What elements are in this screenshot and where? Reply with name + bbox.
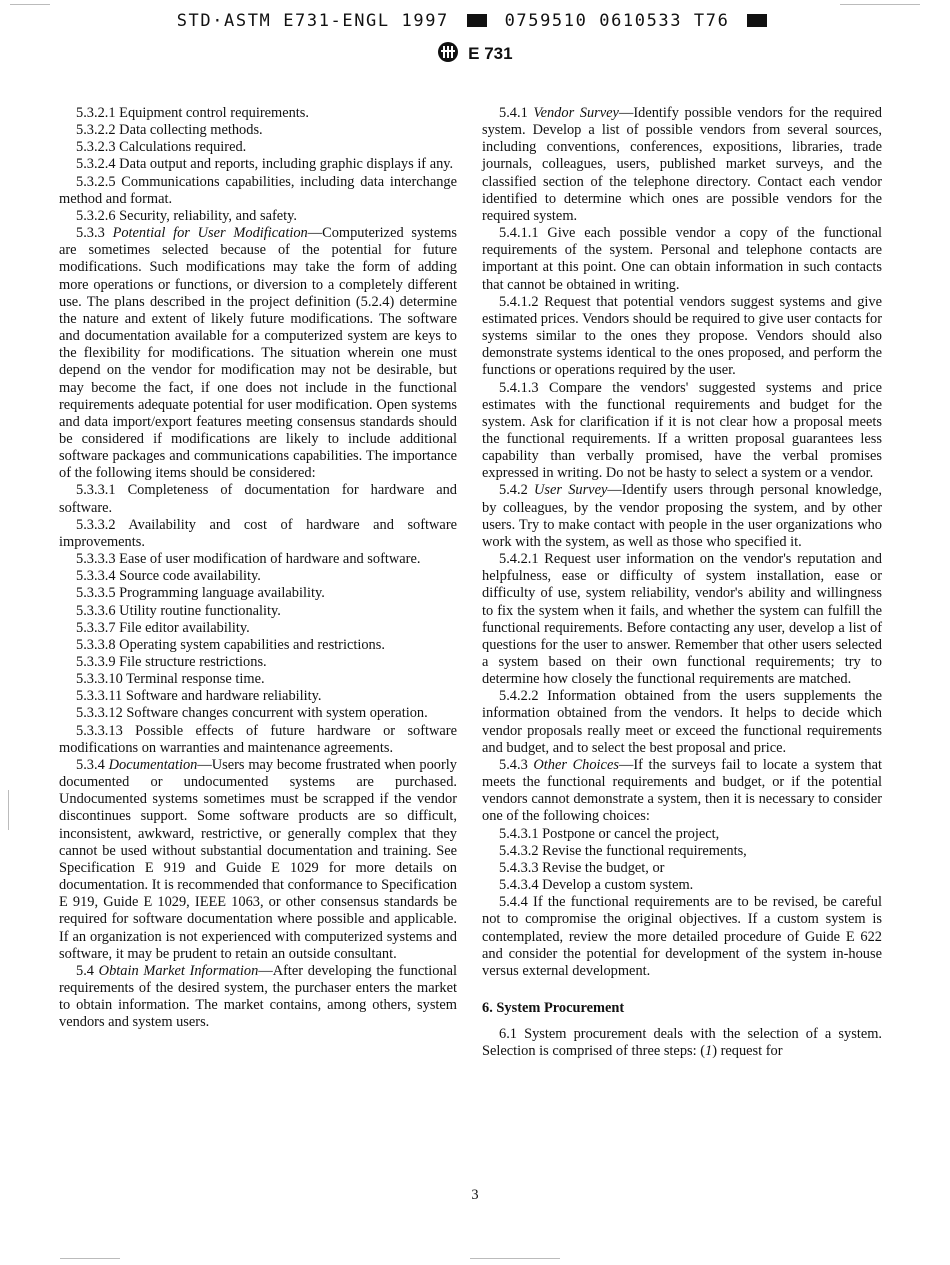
paragraph — [59, 705, 457, 722]
paragraph — [482, 877, 882, 894]
paragraph-lead: 5.3.3.10 Terminal response time. — [76, 671, 265, 688]
astm-logo-icon — [437, 41, 459, 63]
designation-number: E 731 — [468, 44, 513, 63]
scan-mark — [10, 4, 50, 5]
astm-designation — [0, 41, 950, 64]
paragraph — [59, 723, 457, 757]
paragraph-title: User Survey — [534, 482, 608, 499]
paragraph — [482, 482, 882, 551]
scan-mark — [8, 790, 9, 830]
paragraph-lead: 5.4.1.2 Request that potential vendors suggest systems and give estimated prices. Vendors should be required to give user contacts for systems similar to the ones they propose. Vendors should also demonstrate systems identical to the ones proposed, and perform the functions or operations required by the user. — [482, 293, 882, 379]
paragraph — [59, 105, 457, 122]
paragraph-lead: 5.3.3.8 Operating system capabilities and restrictions. — [76, 636, 385, 653]
paragraph — [59, 482, 457, 516]
paragraph-lead: 5.3.3.6 Utility routine functionality. — [76, 602, 281, 619]
paragraph-lead: 5.3.3.3 Ease of user modification of hardware and software. — [76, 551, 421, 568]
paragraph-lead: 5.4.4 If the functional requirements are to be revised, be careful not to compromise the original objectives. If a custom system is contemplated, review the more detailed procedure of Guide E 622 and consider the potential for development of the system in-house versus external development. — [482, 894, 882, 979]
scan-mark — [470, 1258, 560, 1259]
paragraph-lead: 5.3.3.13 Possible effects of future hardware or software modifications on warranties and maintenance agreements. — [59, 722, 457, 756]
left-column — [59, 105, 457, 1031]
paragraph-lead: 5.4.3.1 Postpone or cancel the project, — [499, 825, 720, 842]
paragraph-title: Vendor Survey — [533, 105, 619, 121]
paragraph — [59, 156, 457, 173]
paragraph — [59, 963, 457, 1032]
paragraph-title: Potential for User Modification — [112, 225, 308, 242]
paragraph-lead: 5.4.2 — [499, 482, 534, 499]
paragraph-lead: 5.4.2.1 Request user information on the vendor's reputation and helpfulness, ease or difficulty of system installation, ease or difficulty of use, system reliability, vendor's ability and willingness to fix the system when it fails, and whether the system can fulfill the functional requirements. Before contacting any user, develop a list of questions for the user to answer. Remember that other users selected a system based on their own functional requirements; try to determine how closely the functional requirements are matched. — [482, 551, 882, 688]
paragraph — [59, 568, 457, 585]
paragraph — [59, 225, 457, 482]
paragraph — [59, 122, 457, 139]
paragraph-lead: 5.3.3.11 Software and hardware reliability. — [76, 688, 322, 705]
paragraph — [482, 105, 882, 225]
paragraph-lead: 5.3.3.2 Availability and cost of hardware and software improvements. — [59, 516, 457, 550]
paragraph — [482, 826, 882, 843]
paragraph — [482, 860, 882, 877]
paragraph-lead: 5.3.3 — [76, 225, 113, 242]
list-numeral: 1 — [705, 1043, 713, 1060]
header-codes: 0759510 0610533 T76 — [504, 11, 730, 31]
paragraph-text: —After developing the functional requirements of the desired system, the purchaser enters the market to obtain information. The market contains, among others, system vendors and system users. — [59, 962, 457, 1031]
paragraph-lead: 5.4.1.3 Compare the vendors' suggested systems and price estimates with the functional requirements and budget for the system. Ask for clarification if it is not clear how a proposal meets the functional requirements. If a written proposal guarantees less capability than verbally promised, have the verbal promises expressed in writing. Do not be hasty to select a system or a vendor. — [482, 379, 882, 482]
document-header-line — [0, 11, 950, 31]
scan-mark — [60, 1258, 120, 1259]
paragraph-lead: 5.3.3.9 File structure restrictions. — [76, 654, 267, 670]
paragraph-text: 6.1 System procurement deals with the selection of a system. Selection is comprised of three steps: ( — [482, 1026, 882, 1060]
paragraph-lead: 5.3.3.1 Completeness of documentation for hardware and software. — [59, 482, 457, 516]
standard-id: STD·ASTM E731-ENGL 1997 — [176, 11, 449, 31]
paragraph-lead: 5.3.4 — [76, 756, 109, 773]
paragraph-text: —Identify users through personal knowledge, by colleagues, by the vendor proposing the system, and by other users. Try to make contact with people in the user organizations who work with the system, as well as those who specified it. — [482, 482, 882, 550]
paragraph — [59, 208, 457, 225]
paragraph — [59, 139, 457, 156]
paragraph — [59, 688, 457, 705]
paragraph — [59, 757, 457, 963]
paragraph — [59, 654, 457, 671]
paragraph — [482, 225, 882, 294]
page-number: 3 — [471, 1187, 479, 1203]
paragraph-lead: 5.4 — [76, 962, 99, 979]
paragraph-lead: 5.3.3.4 Source code availability. — [76, 568, 261, 585]
paragraph-lead: 5.4.1.1 Give each possible vendor a copy of the functional requirements of the system. Personal and telephone contacts are important at this point. One can obtain information in such contacts that cannot be obtained in writing. — [482, 225, 882, 293]
paragraph — [59, 671, 457, 688]
paragraph-lead: 5.3.3.5 Programming language availability. — [76, 585, 325, 602]
paragraph — [482, 294, 882, 380]
paragraph-lead: 5.4.2.2 Information obtained from the users supplements the information obtained from the vendors. It helps to decide which vendor proposals really meet or exceed the functional requirements and budget, and to select the best proposal and price. — [482, 688, 882, 756]
paragraph-lead: 5.3.2.3 Calculations required. — [76, 139, 247, 156]
paragraph-lead: 5.3.3.12 Software changes concurrent with system operation. — [76, 705, 428, 722]
paragraph — [482, 757, 882, 826]
paragraph-text: —Computerized systems are sometimes selected because of the potential for future modifications. Such modifications may take the form of adding more operations or functions, or diversion to a completely different use. The plans described in the project definition (5.2.4) determine the nature and extent of likely future modifications. The software and documentation available for a computerized system are keys to the flexibility for modifications. The situation wherein one must depend on the vendor for modification may not be desirable, but may become the fact, if one does not include in the functional requirements adequate potential for user modification. Open systems and data import/export features meeting consensus standards should be considered if modifications are likely to include additional software packages and communications capabilities. The importance of the following items should be considered: — [59, 225, 457, 482]
paragraph — [59, 517, 457, 551]
paragraph-lead: 5.4.3.2 Revise the functional requirements, — [499, 842, 747, 859]
paragraph-text: —Users may become frustrated when poorly documented or undocumented systems are purchased. Undocumented systems sometimes must be scrapped if the vendor discontinues support. Some software products are so difficult, inconsistent, awkward, restrictive, or generally complex that they cannot be used without substantial documentation and training. See Specification E 919 and Guide E 1029 for more details on documentation. It is recommended that conformance to Specification E 919, Guide E 1029, IEEE 1063, or other consensus standards be required for software documentation where possible and applicable. If an organization is not experienced with computerized systems and software, it may be prudent to retain an outside consultant. — [59, 756, 458, 962]
paragraph-text: ) request for — [712, 1043, 783, 1060]
paragraph-text: —If the surveys fail to locate a system that meets the functional requirements and budget, or if the potential vendors cannot demonstrate a system, then it is necessary to consider one of the following choices: — [482, 756, 882, 825]
paragraph-lead: 5.3.2.4 Data output and reports, including graphic displays if any. — [76, 156, 454, 173]
paragraph — [59, 174, 457, 208]
paragraph — [482, 551, 882, 688]
paragraph-lead: 5.4.3.4 Develop a custom system. — [499, 877, 694, 894]
paragraph-lead: 5.3.2.1 Equipment control requirements. — [76, 105, 309, 121]
paragraph-lead: 5.3.2.6 Security, reliability, and safety. — [76, 207, 297, 224]
paragraph-lead: 5.4.3.3 Revise the budget, or — [499, 859, 665, 876]
black-block — [747, 14, 767, 27]
paragraph-lead: 5.3.2.2 Data collecting methods. — [76, 122, 263, 139]
paragraph — [59, 585, 457, 602]
paragraph — [59, 551, 457, 568]
paragraph-lead: 5.4.1 — [499, 105, 534, 121]
section-heading: 6. System Procurement — [482, 999, 625, 1016]
black-block — [467, 14, 487, 27]
paragraph-title: Other Choices — [533, 756, 619, 773]
paragraph — [482, 843, 882, 860]
paragraph-lead: 5.3.2.5 Communications capabilities, including data interchange method and format. — [59, 173, 457, 207]
paragraph-title: Obtain Market Information — [98, 962, 259, 979]
paragraph-lead: 5.3.3.7 File editor availability. — [76, 619, 250, 636]
paragraph-text: —Identify possible vendors for the required system. Develop a list of possible vendors from several sources, including conventions, conferences, expositions, libraries, trade journals, colleagues, users, published market surveys, and the classified section of the telephone directory. Contact each vendor identified to determine which ones are possible vendors for the required system. — [482, 105, 882, 224]
paragraph — [482, 380, 882, 483]
paragraph — [482, 1026, 882, 1060]
paragraph — [482, 894, 882, 980]
scan-mark — [840, 4, 920, 5]
paragraph — [59, 620, 457, 637]
paragraph — [482, 688, 882, 757]
paragraph-title: Documentation — [108, 756, 198, 773]
paragraph — [59, 637, 457, 654]
right-column — [482, 105, 882, 1060]
paragraph — [59, 603, 457, 620]
paragraph-lead: 5.4.3 — [499, 756, 534, 773]
